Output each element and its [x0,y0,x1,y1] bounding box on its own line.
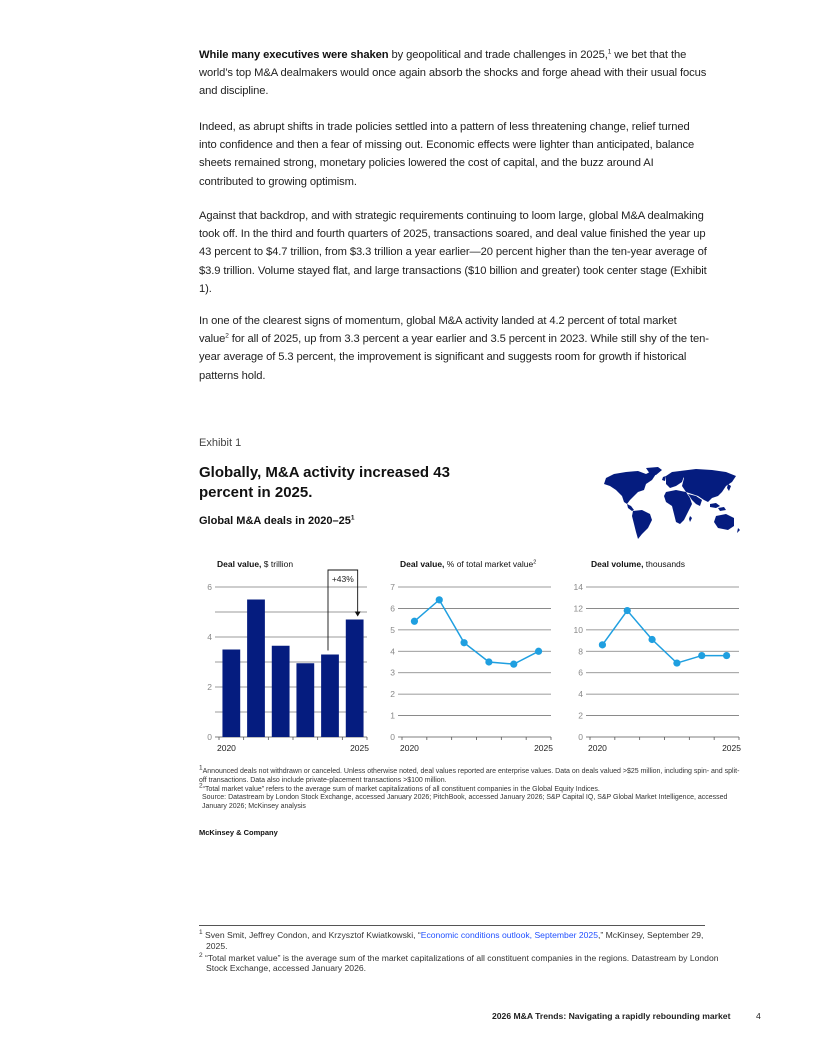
y-tick-label: 4 [390,646,395,657]
footnote-text: “Total market value” is the average sum of the market capitalizations of all constituent companies in the regions. Datastream by London Stock Exchange, accessed January 2026. [205,952,719,974]
chart-source: Source: Datastream by London Stock Exchange, accessed January 2026; PitchBook, accessed January 2026; S&P Capital IQ, S&P Global Market Intelligence, accessed January 2026; McKinsey analysis [202,794,728,811]
y-tick-label: 6 [578,667,583,678]
note-text: “Total market value” refers to the average sum of market capitalizations of all constituent companies in the Global Equity Indices. [202,785,600,793]
footnote-ref[interactable]: 2 [225,332,229,340]
y-tick-label: 6 [390,603,395,614]
note-marker: 2 [199,782,203,790]
paragraph-text: for all of 2025, up from 3.3 percent a year earlier and 3.5 percent in 2023. While still shy of the ten-year average of 5.3 percent, the improvement is significant and suggests room for growth if historical patterns hold. [199,333,709,382]
x-tick-label: 2025 [722,743,741,753]
exhibit-subtitle [199,515,354,527]
chart-deal-value-percent [384,552,564,767]
line-chart [384,552,564,762]
paragraph-text: by geopolitical and trade challenges in 2025, [388,49,608,61]
footnote-divider [199,925,705,926]
page-footer-title: 2026 M&A Trends: Navigating a rapidly rebounding market [492,1011,731,1021]
y-tick-label: 6 [207,582,212,592]
y-tick-label: 0 [207,732,212,742]
y-tick-label: 0 [390,732,395,742]
footnote-ref[interactable]: 1 [607,48,612,56]
growth-arrow-head [355,612,361,617]
data-point-2023 [673,659,680,666]
paragraph-lead: While many executives were shaken [199,49,389,61]
bar-2021 [247,600,265,738]
footnotes [199,930,719,975]
y-tick-label: 2 [207,682,212,692]
footnote-number: 2 [199,951,203,959]
y-tick-label: 10 [573,624,583,635]
data-point-2022 [460,639,467,646]
y-tick-label: 4 [207,632,212,642]
series-line [602,611,726,664]
data-point-2022 [648,636,655,643]
chart-title: Deal value, $ trillion [217,559,294,569]
y-tick-label: 12 [573,603,583,614]
y-tick-label: 3 [390,667,395,678]
footnote-text: ,” McKinsey, September 29, 2025. [206,930,704,951]
data-point-2020 [411,618,418,625]
y-tick-label: 7 [390,582,395,592]
data-point-2024 [510,661,517,668]
data-point-2020 [599,641,606,648]
series-line [414,600,538,664]
footnote-2 [199,953,719,975]
data-point-2021 [624,607,631,614]
y-tick-label: 2 [578,710,583,721]
bar-2022 [272,646,290,737]
line-chart [568,552,748,762]
paragraph-text: we bet that the world’s top M&A dealmakers would once again absorb the shocks and forge ahead with their usual focus and discipline. [199,49,707,98]
paragraph-text: In one of the clearest signs of momentum, global M&A activity landed at 4.2 percent of total market value [199,315,677,346]
x-tick-label: 2020 [588,743,607,753]
data-point-2025 [723,652,730,659]
page-number: 4 [756,1011,761,1021]
data-point-2025 [535,648,542,655]
paragraph-4 [199,312,709,385]
y-tick-label: 5 [390,624,395,635]
bar-chart [199,552,371,762]
data-point-2023 [485,658,492,665]
brand-label: McKinsey & Company [199,828,278,837]
footnote-ref: 1 [350,514,355,522]
paragraph-1 [199,46,709,101]
y-tick-label: 14 [573,582,583,592]
paragraph-3: Against that backdrop, and with strategic requirements continuing to loom large, global M&A dealmaking took off. In the third and fourth quarters of 2025, transactions soared, and deal value finished the year up 43 percent to $4.7 trillion, from $3.3 trillion a year earlier—20 percent higher than the ten-year average of $3.9 trillion. Volume stayed flat, and large transactions ($10 billion and greater) took center stage (Exhibit 1). [199,210,707,295]
chart-title: Deal value, % of total market value$^2$ [400,559,537,569]
exhibit-label: Exhibit 1 [199,437,242,449]
bar-2025 [346,620,364,738]
chart-note-2 [199,782,744,795]
chart-note-1 [199,764,744,786]
bar-2023 [296,663,314,737]
chart-notes [199,764,744,812]
note-text: Announced deals not withdrawn or canceled. Unless otherwise noted, deal values reported are enterprise values. Data on deals valued >$25 million, including spin- and split-off transactions. Data also include private-placement transactions >$100 million. [199,768,740,784]
chart-title: Deal volume, thousands [591,559,686,569]
bar-2024 [321,655,339,738]
paragraph-2: Indeed, as abrupt shifts in trade policies settled into a pattern of less threatening change, relief turned into confidence and then a fear of missing out. Economic effects were lighter than anticipated, balance sheets remained strong, monetary policies lowered the cost of capital, and the buzz around AI contributed to growing optimism. [199,121,695,188]
data-point-2024 [698,652,705,659]
note-marker: 1 [199,764,203,772]
footnote-text: Sven Smit, Jeffrey Condon, and Krzysztof Kwiatkowski, “ [205,930,421,940]
x-tick-label: 2020 [217,743,236,753]
y-tick-label: 1 [390,710,395,721]
exhibit-title: Globally, M&A activity increased 43 percent in 2025. [199,464,450,501]
exhibit-subtitle-text: Global M&A deals in 2020–25 [199,515,351,527]
x-tick-label: 2020 [400,743,419,753]
world-map-icon [600,466,742,540]
y-tick-label: 0 [578,732,583,742]
chart-deal-volume [568,552,748,767]
chart-deal-value-trillion [199,552,371,767]
x-tick-label: 2025 [534,743,553,753]
growth-annotation-label: +43% [331,574,354,584]
y-tick-label: 8 [578,646,583,657]
y-tick-label: 4 [578,689,583,700]
data-point-2021 [436,596,443,603]
footnote-number: 1 [199,929,203,937]
y-tick-label: 2 [390,689,395,700]
footnote-link[interactable]: Economic conditions outlook, September 2025 [420,930,598,940]
footnote-1 [199,930,719,952]
bar-2020 [222,650,240,738]
x-tick-label: 2025 [350,743,369,753]
